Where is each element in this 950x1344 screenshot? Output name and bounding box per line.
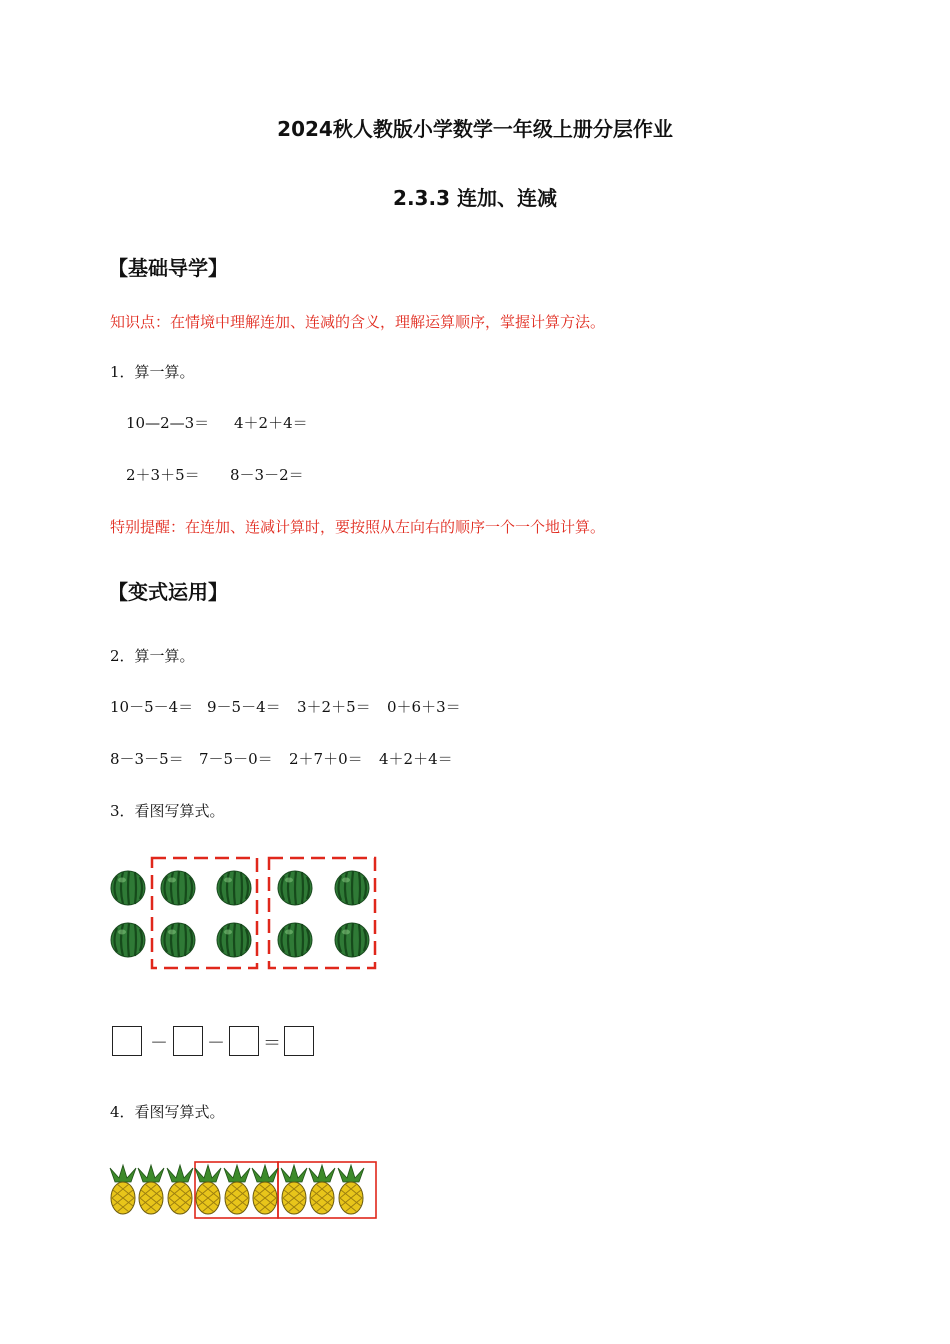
pineapple-icon	[138, 1165, 164, 1214]
answer-box[interactable]	[112, 1026, 142, 1056]
pineapple-icon	[224, 1165, 250, 1214]
q1-expression: 4＋2＋4＝	[234, 414, 308, 432]
q2-expression: 4＋2＋4＝	[379, 750, 453, 768]
q2-expression: 2＋7＋0＝	[289, 750, 363, 768]
question-2-label: 2．算一算。	[110, 647, 195, 665]
pineapple-icon	[167, 1165, 193, 1214]
watermelon-icon	[335, 871, 369, 905]
q2-expression: 8－3－5＝	[110, 750, 184, 768]
watermelon-icon	[278, 923, 312, 957]
q2-row-1	[110, 696, 461, 717]
section-heading-basic: 【基础导学】	[108, 256, 228, 280]
section-heading-practice: 【变式运用】	[108, 580, 228, 604]
q1-row-2	[126, 464, 304, 485]
equals-sign: ＝	[263, 1033, 281, 1054]
watermelon-icon	[111, 923, 145, 957]
watermelon-icon	[217, 923, 251, 957]
answer-box[interactable]	[229, 1026, 259, 1056]
q1-expression: 2＋3＋5＝	[126, 466, 200, 484]
special-tip: 特别提醒：在连加、连减计算时，要按照从左向右的顺序一个一个地计算。	[110, 518, 606, 536]
q1-expression: 8－3－2＝	[230, 466, 304, 484]
page-subtitle: 2.3.3 连加、连减	[393, 186, 557, 210]
q2-row-2	[110, 748, 453, 769]
pineapple-icon	[195, 1165, 221, 1214]
question-3-label: 3．看图写算式。	[110, 802, 225, 820]
watermelon-icon	[161, 923, 195, 957]
pineapple-icon	[338, 1165, 364, 1214]
pineapple-icon	[281, 1165, 307, 1214]
knowledge-point: 知识点：在情境中理解连加、连减的含义，理解运算顺序，掌握计算方法。	[110, 313, 606, 331]
q1-row-1	[126, 412, 308, 433]
minus-sign: －	[150, 1033, 168, 1054]
watermelon-icon	[335, 923, 369, 957]
pineapple-figure	[104, 1158, 380, 1222]
answer-box[interactable]	[284, 1026, 314, 1056]
watermelon-icon	[278, 871, 312, 905]
answer-box[interactable]	[173, 1026, 203, 1056]
watermelon-icon	[161, 871, 195, 905]
watermelon-figure	[104, 852, 384, 974]
pineapple-icon	[252, 1165, 278, 1214]
pineapple-icon	[309, 1165, 335, 1214]
watermelon-icon	[111, 871, 145, 905]
q2-expression: 7－5－0＝	[199, 750, 273, 768]
q2-expression: 9－5－4＝	[207, 698, 281, 716]
q2-expression: 0＋6＋3＝	[387, 698, 461, 716]
q2-expression: 3＋2＋5＝	[297, 698, 371, 716]
page-title: 2024秋人教版小学数学一年级上册分层作业	[277, 117, 673, 141]
q2-expression: 10－5－4＝	[110, 698, 194, 716]
pineapple-icon	[110, 1165, 136, 1214]
question-1-label: 1．算一算。	[110, 363, 195, 381]
question-4-label: 4．看图写算式。	[110, 1103, 225, 1121]
minus-sign: －	[207, 1033, 225, 1054]
watermelon-icon	[217, 871, 251, 905]
q1-expression: 10—2—3＝	[126, 414, 210, 432]
